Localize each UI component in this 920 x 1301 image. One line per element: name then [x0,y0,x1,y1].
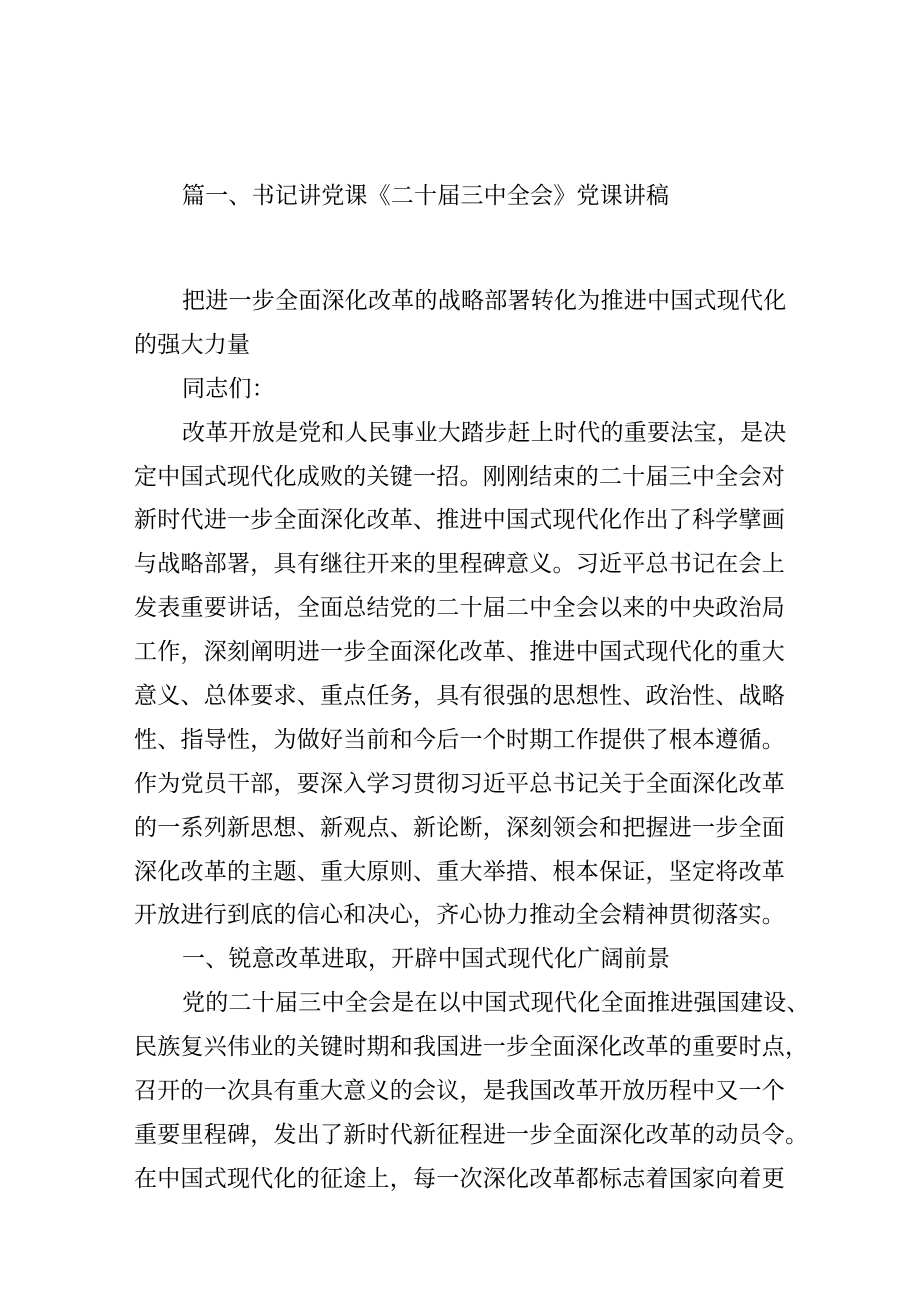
text-line: 开放进行到底的信心和决心，齐心协力推动全会精神贯彻落实。 [134,902,785,929]
text-line: 改革开放是党和人民事业大踏步赶上时代的重要法宝，是决 [182,419,787,446]
text-line: 把进一步全面深化改革的战略部署转化为推进中国式现代化 [182,288,787,314]
text-line: 的一系列新思想、新观点、新论断，深刻领会和把握进一步全面 [134,814,785,841]
text-line: 深化改革的主题、重大原则、重大举措、根本保证，坚定将改革 [134,858,785,885]
salutation: 同志们： [182,375,275,402]
text-line: 民族复兴伟业的关键时期和我国进一步全面深化改革的重要时点， [134,1034,809,1061]
text-line: 性、指导性，为做好当前和今后一个时期工作提供了根本遵循。 [134,726,785,753]
text-line: 的强大力量 [134,331,251,358]
text-line: 意义、总体要求、重点任务，具有很强的思想性、政治性、战略 [134,683,785,710]
document-title: 篇一、书记讲党课《二十届三中全会》党课讲稿 [182,183,670,209]
section-heading: 一、锐意改革进取，开辟中国式现代化广阔前景 [182,946,671,973]
text-line: 重要里程碑，发出了新时代新征程进一步全面深化改革的动员令。 [134,1121,809,1148]
text-line: 召开的一次具有重大意义的会议，是我国改革开放历程中又一个 [134,1078,785,1105]
text-line: 与战略部署，具有继往开来的里程碑意义。习近平总书记在会上 [134,551,785,578]
text-line: 作为党员干部，要深入学习贯彻习近平总书记关于全面深化改革 [134,770,785,797]
text-line: 新时代进一步全面深化改革、推进中国式现代化作出了科学擘画 [134,507,785,534]
text-line: 在中国式现代化的征途上，每一次深化改革都标志着国家向着更 [134,1165,785,1192]
text-line: 发表重要讲话，全面总结党的二十届二中全会以来的中央政治局 [134,595,785,622]
text-line: 党的二十届三中全会是在以中国式现代化全面推进强国建设、 [182,990,810,1017]
text-line: 工作，深刻阐明进一步全面深化改革、推进中国式现代化的重大 [134,639,785,666]
text-line: 定中国式现代化成败的关键一招。刚刚结束的二十届三中全会对 [134,463,785,490]
document-body [134,280,810,1202]
